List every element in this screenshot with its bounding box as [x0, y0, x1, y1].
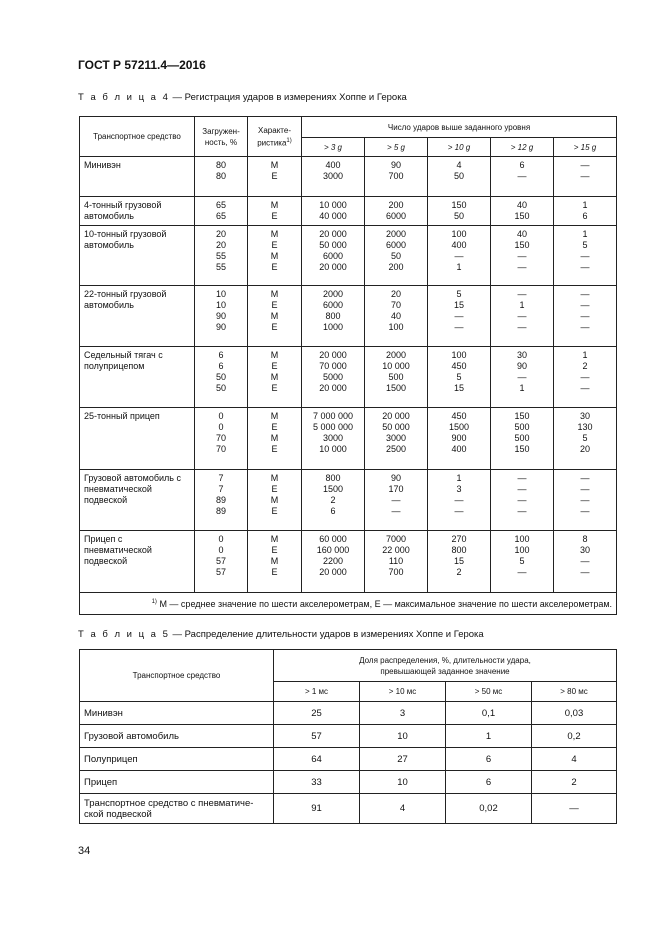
- table4-cell-v3: 7 000 000 5 000 000 3000 10 000: [302, 408, 365, 470]
- table4-cell-v5: 200 6000: [365, 197, 428, 226]
- table5-cell-name: Полуприцеп: [80, 748, 274, 771]
- table4-row: [80, 157, 617, 197]
- table4: [79, 116, 617, 615]
- table4-cell-v10: 150 50: [428, 197, 491, 226]
- table5-cell-name: Прицеп: [80, 771, 274, 794]
- table4-cell-v3: 400 3000: [302, 157, 365, 197]
- table4-header-vehicle: Транспортное средство: [80, 117, 195, 157]
- table4-cell-v12: — — — —: [491, 470, 554, 531]
- table4-cell-v12: 30 90 — 1: [491, 347, 554, 408]
- table4-caption: [78, 92, 407, 103]
- table4-cell-char: M E M E: [248, 226, 302, 286]
- table4-cell-v15: — —: [554, 157, 617, 197]
- table5-cell-d50: 0,02: [446, 794, 532, 824]
- table5-header-vehicle: Транспортное средство: [80, 650, 274, 702]
- table4-cell-char: M E M E: [248, 347, 302, 408]
- table4-cell-v15: 1 5 — —: [554, 226, 617, 286]
- table4-cell-v3: 20 000 50 000 6000 20 000: [302, 226, 365, 286]
- table4-cell-v5: 2000 6000 50 200: [365, 226, 428, 286]
- table4-cell-v10: 4 50: [428, 157, 491, 197]
- table4-cell-v15: 1 2 — —: [554, 347, 617, 408]
- table5-caption-prefix: Т а б л и ц а 5: [78, 629, 170, 640]
- table4-row: [80, 470, 617, 531]
- table4-row: [80, 347, 617, 408]
- table4-cell-char: M E M E: [248, 408, 302, 470]
- table4-cell-v3: 800 1500 2 6: [302, 470, 365, 531]
- table4-cell-v12: — 1 — —: [491, 286, 554, 347]
- table4-cell-v5: 90 170 — —: [365, 470, 428, 531]
- table4-caption-text: — Регистрация ударов в измерениях Хоппе и Герока: [169, 92, 407, 103]
- table5-cell-d1: 33: [274, 771, 360, 794]
- table4-cell-v12: 40 150 — —: [491, 226, 554, 286]
- table4-cell-v12: 40 150: [491, 197, 554, 226]
- table4-cell-v10: 270 800 15 2: [428, 531, 491, 593]
- table4-cell-v12: 100 100 5 —: [491, 531, 554, 593]
- table5-cell-d1: 57: [274, 725, 360, 748]
- table5-cell-d10: 27: [360, 748, 446, 771]
- table4-row: [80, 408, 617, 470]
- table4-header-char-label: Характе- ристика: [257, 125, 291, 148]
- table5-cell-name: Транспортное средство с пневматиче- ской подвеской: [80, 794, 274, 824]
- table5-cell-d10: 3: [360, 702, 446, 725]
- table4-header-char-footnote: 1): [286, 137, 292, 144]
- table5-cell-d10: 10: [360, 725, 446, 748]
- table4-cell-name: 4-тонный грузовой автомобиль: [80, 197, 195, 226]
- table4-cell-v10: 5 15 — —: [428, 286, 491, 347]
- table4-cell-name: 22-тонный грузовой автомобиль: [80, 286, 195, 347]
- table5-row: [80, 748, 617, 771]
- table4-cell-v5: 90 700: [365, 157, 428, 197]
- table5-cell-d50: 1: [446, 725, 532, 748]
- table4-level: > 5 g: [365, 138, 428, 157]
- table5-duration: > 80 мс: [532, 682, 617, 702]
- table4-cell-name: 25-тонный прицеп: [80, 408, 195, 470]
- table5-row: [80, 702, 617, 725]
- table4-cell-v15: 1 6: [554, 197, 617, 226]
- table5-caption: [78, 629, 484, 640]
- table4-cell-char: M E M E: [248, 531, 302, 593]
- table4-cell-load: 80 80: [195, 157, 248, 197]
- table4-cell-v12: 6 —: [491, 157, 554, 197]
- table4-footnote-mark: 1): [151, 599, 157, 605]
- table4-header-load: Загружен- ность, %: [195, 117, 248, 157]
- page-number: 34: [78, 845, 91, 857]
- table4-row: [80, 226, 617, 286]
- table4-cell-name: Прицеп с пневматической подвеской: [80, 531, 195, 593]
- document-header: ГОСТ Р 57211.4—2016: [78, 58, 206, 72]
- table5-cell-d80: 4: [532, 748, 617, 771]
- table4-cell-v15: — — — —: [554, 286, 617, 347]
- table4-row: [80, 531, 617, 593]
- table4-cell-v15: — — — —: [554, 470, 617, 531]
- table5-cell-d50: 6: [446, 771, 532, 794]
- table4-row: [80, 197, 617, 226]
- table5-row: [80, 794, 617, 824]
- table4-cell-v15: 30 130 5 20: [554, 408, 617, 470]
- table5-cell-d80: 0,2: [532, 725, 617, 748]
- table4-cell-name: Минивэн: [80, 157, 195, 197]
- table4-cell-v12: 150 500 500 150: [491, 408, 554, 470]
- table5-cell-d80: 2: [532, 771, 617, 794]
- table5-caption-text: — Распределение длительности ударов в измерениях Хоппе и Герока: [169, 629, 484, 640]
- table4-cell-char: M E: [248, 157, 302, 197]
- table5-cell-d50: 0,1: [446, 702, 532, 725]
- table5-header-share: Доля распределения, %, длительности удара, превышающей заданное значение: [274, 650, 617, 682]
- table5-cell-d50: 6: [446, 748, 532, 771]
- table5-cell-name: Минивэн: [80, 702, 274, 725]
- table5-cell-d1: 25: [274, 702, 360, 725]
- table4-header-char: [248, 117, 302, 157]
- table4-cell-v3: 20 000 70 000 5000 20 000: [302, 347, 365, 408]
- table4-cell-char: M E M E: [248, 470, 302, 531]
- table4-cell-v5: 7000 22 000 110 700: [365, 531, 428, 593]
- table4-cell-load: 6 6 50 50: [195, 347, 248, 408]
- table4-cell-load: 0 0 70 70: [195, 408, 248, 470]
- table4-footnote: [80, 593, 617, 615]
- table4-cell-load: 65 65: [195, 197, 248, 226]
- table4-cell-v5: 2000 10 000 500 1500: [365, 347, 428, 408]
- table4-cell-load: 20 20 55 55: [195, 226, 248, 286]
- table4-level: > 15 g: [554, 138, 617, 157]
- table4-cell-v10: 450 1500 900 400: [428, 408, 491, 470]
- table5-duration: > 50 мс: [446, 682, 532, 702]
- table5-row: [80, 771, 617, 794]
- table4-cell-name: Седельный тягач с полуприцепом: [80, 347, 195, 408]
- table5-duration: > 1 мс: [274, 682, 360, 702]
- table4-cell-v5: 20 000 50 000 3000 2500: [365, 408, 428, 470]
- table4-level: > 12 g: [491, 138, 554, 157]
- table4-cell-load: 10 10 90 90: [195, 286, 248, 347]
- table4-caption-prefix: Т а б л и ц а 4: [78, 92, 170, 103]
- table4-cell-v3: 10 000 40 000: [302, 197, 365, 226]
- table4-header-count: Число ударов выше заданного уровня: [302, 117, 617, 138]
- table4-cell-v10: 1 3 — —: [428, 470, 491, 531]
- table5-duration: > 10 мс: [360, 682, 446, 702]
- table5-cell-d10: 10: [360, 771, 446, 794]
- table5-cell-d1: 64: [274, 748, 360, 771]
- table4-level: > 10 g: [428, 138, 491, 157]
- table5-cell-name: Грузовой автомобиль: [80, 725, 274, 748]
- table4-cell-name: Грузовой автомобиль с пневматической подвеской: [80, 470, 195, 531]
- table4-cell-v5: 20 70 40 100: [365, 286, 428, 347]
- table5-row: [80, 725, 617, 748]
- table4-cell-v15: 8 30 — —: [554, 531, 617, 593]
- table5-cell-d1: 91: [274, 794, 360, 824]
- table4-row: [80, 286, 617, 347]
- table4-level: > 3 g: [302, 138, 365, 157]
- table4-cell-char: M E: [248, 197, 302, 226]
- table5-cell-d80: —: [532, 794, 617, 824]
- table4-cell-v10: 100 400 — 1: [428, 226, 491, 286]
- table4-cell-v3: 2000 6000 800 1000: [302, 286, 365, 347]
- table4-cell-v3: 60 000 160 000 2200 20 000: [302, 531, 365, 593]
- table5-cell-d10: 4: [360, 794, 446, 824]
- table4-cell-v10: 100 450 5 15: [428, 347, 491, 408]
- table4-cell-load: 7 7 89 89: [195, 470, 248, 531]
- table4-cell-name: 10-тонный грузовой автомобиль: [80, 226, 195, 286]
- table4-footnote-text: M — среднее значение по шести акселерометрам, E — максимальное значение по шести акселерометрам.: [156, 599, 613, 609]
- table4-cell-char: M E M E: [248, 286, 302, 347]
- table4-cell-load: 0 0 57 57: [195, 531, 248, 593]
- table5-cell-d80: 0,03: [532, 702, 617, 725]
- table5: [79, 649, 617, 824]
